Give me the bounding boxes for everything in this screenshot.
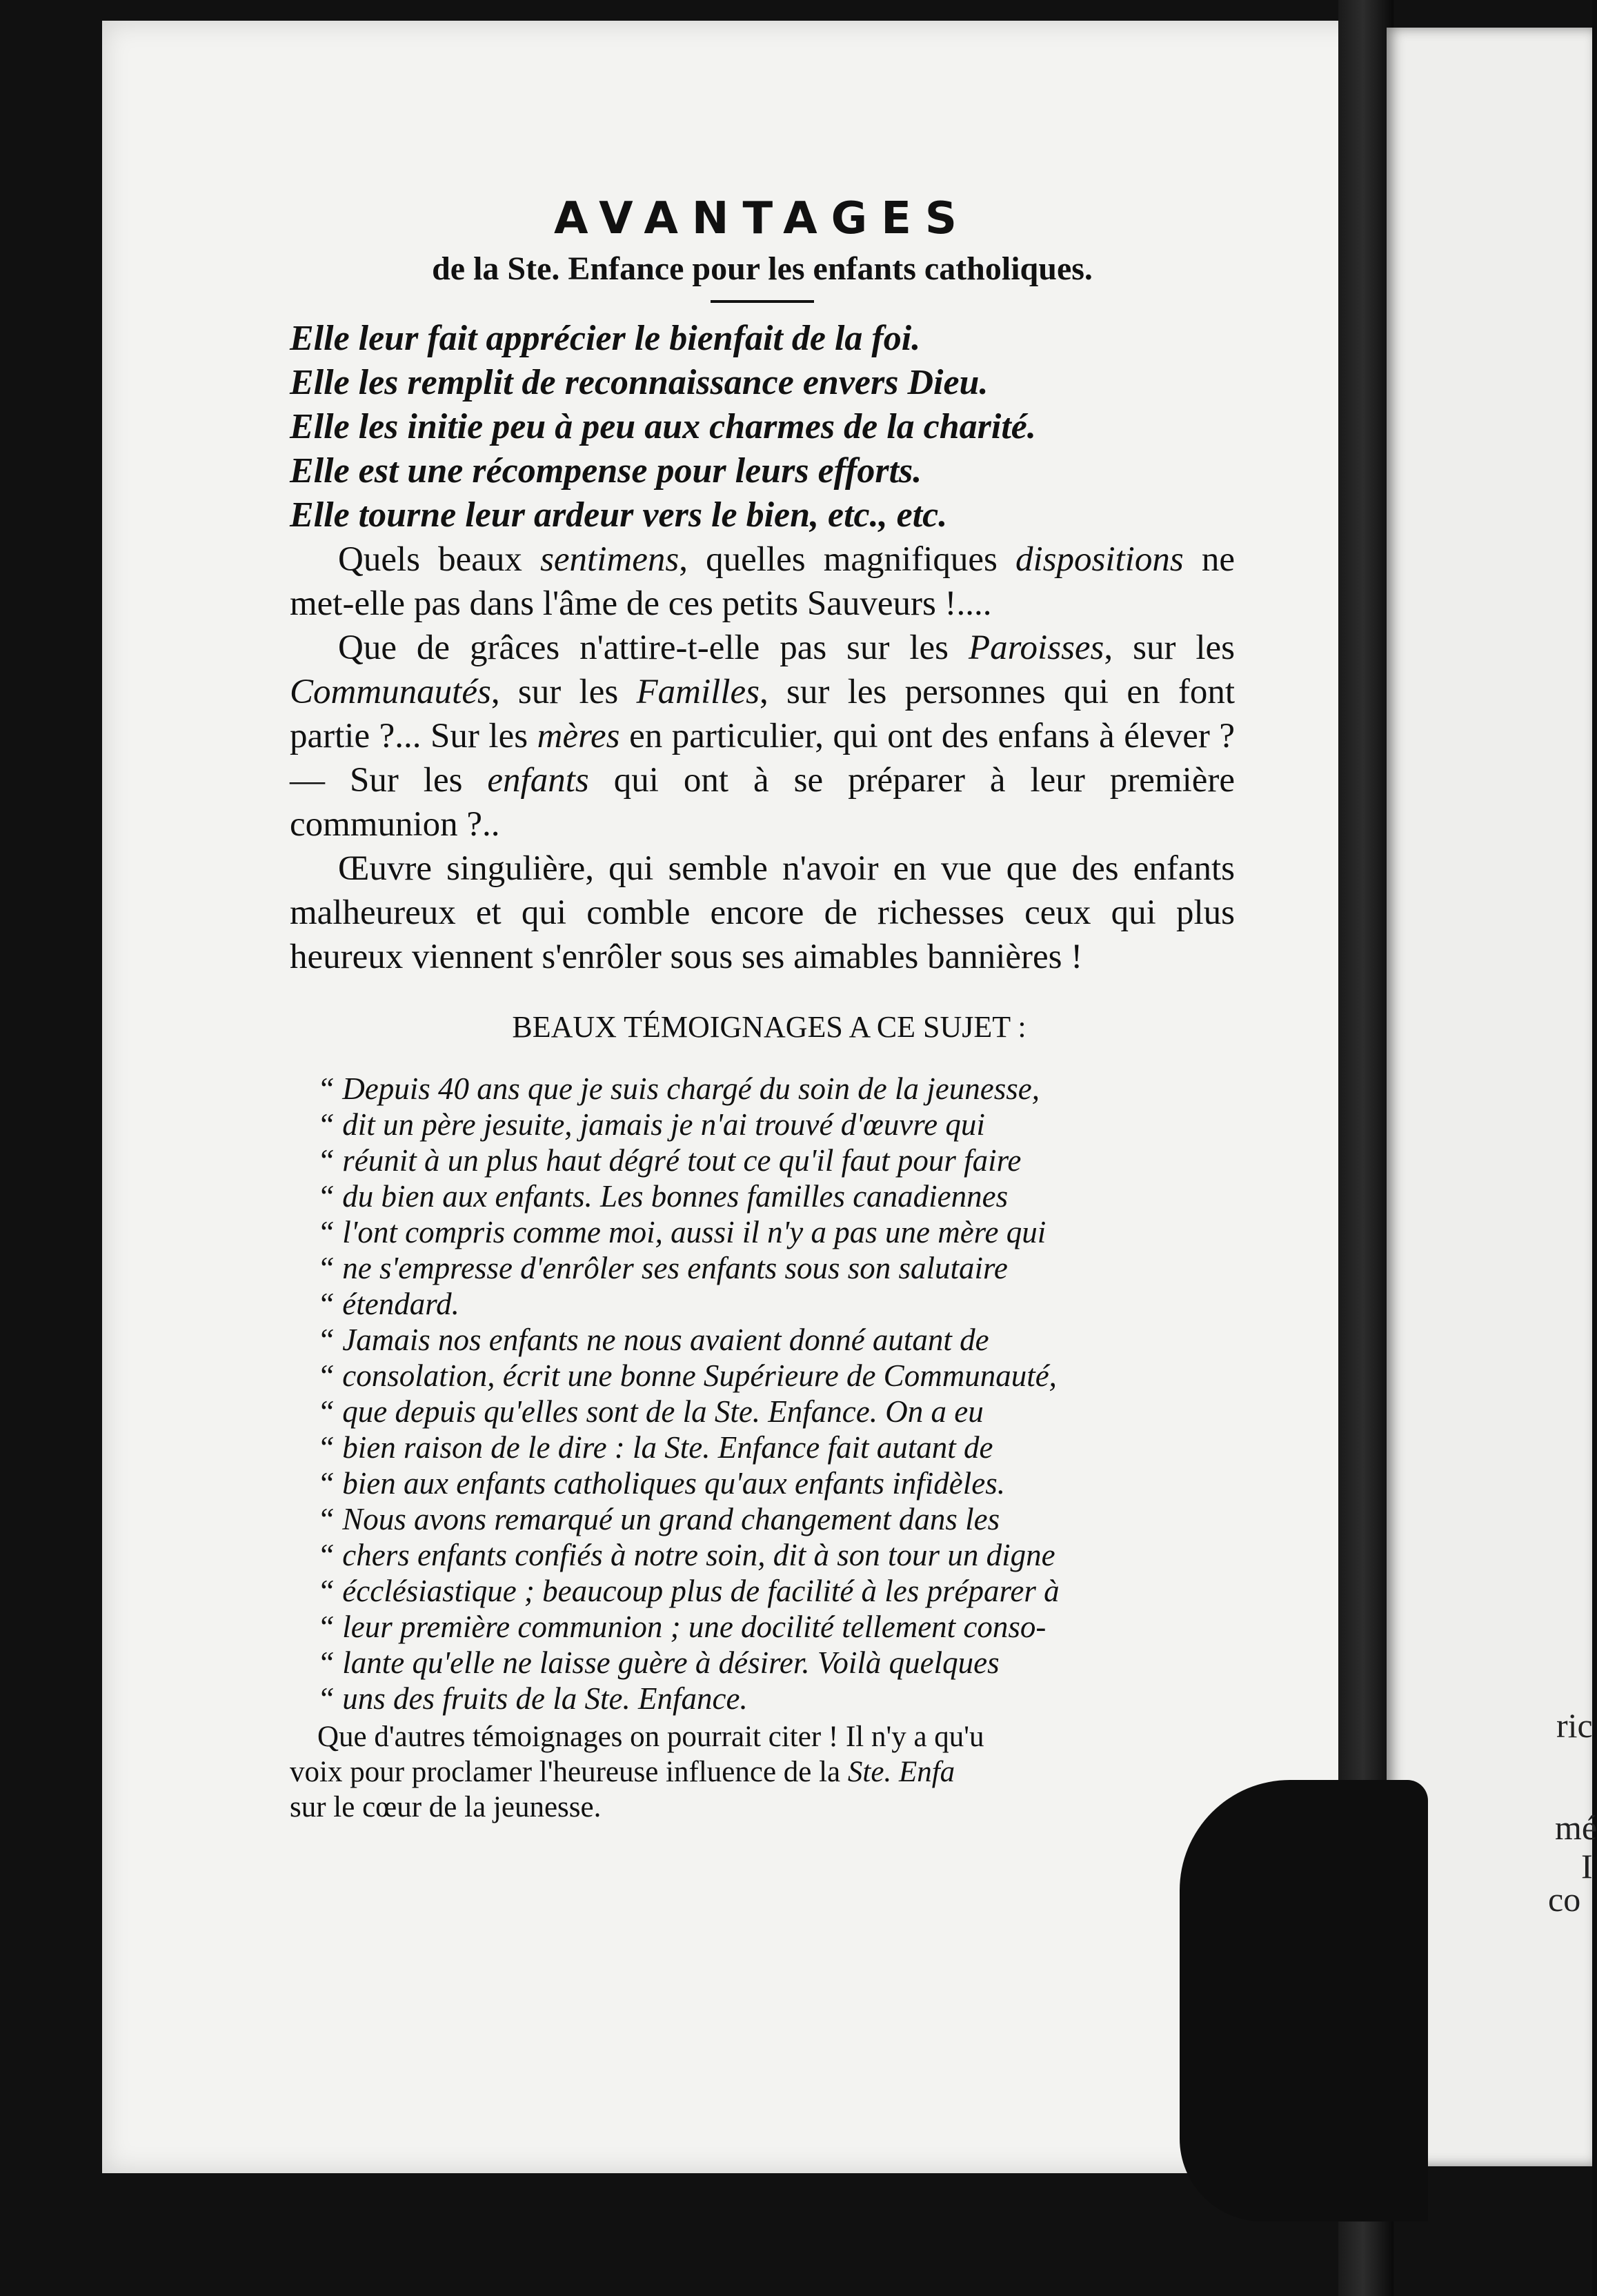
quote-line: “ leur première communion ; une docilité tellement conso- <box>317 1610 1047 1644</box>
text-run: Que de grâces n'attire-t-elle pas sur les <box>338 629 969 667</box>
quote-line: “ Jamais nos enfants ne nous avaient donné autant de <box>317 1323 989 1357</box>
text-run: , sur les personnes qui en font partie ?... Sur les <box>290 673 1235 755</box>
quote-line: “ Nous avons remarqué un grand changement dans les <box>317 1502 1000 1536</box>
virtue-line: Elle tourne leur ardeur vers le bien, etc., etc. <box>290 495 948 535</box>
text-run: , sur les <box>490 673 637 711</box>
text-run-italic: Familles <box>636 673 760 711</box>
quote-line: “ réunit à un plus haut dégré tout ce qu'il faut pour faire <box>317 1143 1022 1178</box>
text-run-italic: enfants <box>487 761 589 800</box>
virtue-line: Elle leur fait apprécier le bienfait de la foi. <box>290 319 921 358</box>
quote-line: “ bien raison de le dire : la Ste. Enfance fait autant de <box>317 1430 993 1465</box>
text-run: sur le cœur de la jeunesse. <box>290 1791 602 1823</box>
facing-page-fragment: co <box>1548 1880 1581 1919</box>
facing-page-fragment: ric <box>1556 1706 1593 1745</box>
text-run-italic: Paroisses <box>968 629 1104 667</box>
quote-line: “ chers enfants confiés à notre soin, dit à son tour un digne <box>317 1538 1055 1572</box>
quote-line: “ étendard. <box>317 1287 459 1321</box>
paragraph-oeuvre: Œuvre singulière, qui semble n'avoir en vue que des enfants malheureux et qui comble encore de richesses ceux qui plus heureux viennent s'enrôler sous ses aimables bannières ! <box>290 849 1235 976</box>
testimony-jesuit <box>317 1071 1235 1322</box>
section-heading: BEAUX TÉMOIGNAGES A CE SUJET : <box>512 1010 1026 1044</box>
text-run: qui ont à se préparer à leur première communion ?.. <box>290 761 1235 844</box>
page-content <box>290 193 1235 1825</box>
paragraph-graces <box>290 626 1235 847</box>
virtue-line: Elle est une récompense pour leurs efforts. <box>290 451 922 491</box>
text-run: ne met-elle pas dans l'âme de ces petits Sauveurs !.... <box>290 540 1235 623</box>
text-run-italic: mères <box>537 717 620 755</box>
closing-paragraph <box>290 1719 1235 1825</box>
text-run: Que d'autres témoignages on pourrait citer ! Il n'y a qu'u <box>317 1721 984 1753</box>
text-run: en particulier, qui ont des enfans à élever ?— Sur les <box>290 717 1235 800</box>
text-run-italic: Communautés <box>290 673 491 711</box>
virtue-line: Elle les initie peu à peu aux charmes de la charité. <box>290 407 1036 446</box>
closing-line <box>290 1790 1235 1825</box>
text-run: voix pour proclamer l'heureuse influence de la <box>290 1756 848 1788</box>
quote-line: “ dit un père jesuite, jamais je n'ai trouvé d'œuvre qui <box>317 1107 985 1142</box>
closing-line <box>290 1754 1235 1790</box>
quote-line: “ que depuis qu'elles sont de la Ste. Enfance. On a eu <box>317 1394 984 1429</box>
closing-line <box>290 1719 1235 1754</box>
paragraph-sentiments <box>290 537 1235 626</box>
quote-line: “ bien aux enfants catholiques qu'aux enfants infidèles. <box>317 1466 1005 1501</box>
torn-page-damage <box>1180 1780 1428 2221</box>
page-title: AVANTAGES <box>553 193 971 244</box>
text-run-italic: Ste. Enfa <box>847 1756 955 1788</box>
testimony-ecclesiastique <box>317 1501 1235 1716</box>
quote-line: “ ne s'empresse d'enrôler ses enfants sous son salutaire <box>317 1251 1008 1285</box>
text-run-italic: dispositions <box>1015 540 1184 579</box>
virtue-line: Elle les remplit de reconnaissance envers Dieu. <box>290 363 989 402</box>
quote-line: “ uns des fruits de la Ste. Enfance. <box>317 1681 748 1716</box>
quote-line: “ écclésiastique ; beaucoup plus de facilité à les préparer à <box>317 1574 1060 1608</box>
quote-line: “ du bien aux enfants. Les bonnes familles canadiennes <box>317 1179 1009 1214</box>
quote-line: “ lante qu'elle ne laisse guère à désirer. Voilà quelques <box>317 1645 1000 1680</box>
quote-line: “ consolation, écrit une bonne Supérieure de Communauté, <box>317 1358 1057 1393</box>
virtues-list <box>290 317 1235 537</box>
text-run: , quelles magnifiques <box>679 540 1015 579</box>
page-subtitle: de la Ste. Enfance pour les enfants catholiques. <box>432 250 1093 287</box>
testimony-superieure <box>317 1322 1235 1501</box>
facing-page-fragment: I <box>1581 1847 1593 1886</box>
facing-page-fragment: mé <box>1555 1808 1597 1847</box>
text-run: , sur les <box>1104 629 1235 667</box>
text-run-italic: sentimens <box>540 540 680 579</box>
text-run: Quels beaux <box>338 540 541 579</box>
quote-line: “ l'ont compris comme moi, aussi il n'y a pas une mère qui <box>317 1215 1047 1249</box>
quote-line: “ Depuis 40 ans que je suis chargé du soin de la jeunesse, <box>317 1071 1040 1106</box>
title-divider <box>711 300 814 303</box>
